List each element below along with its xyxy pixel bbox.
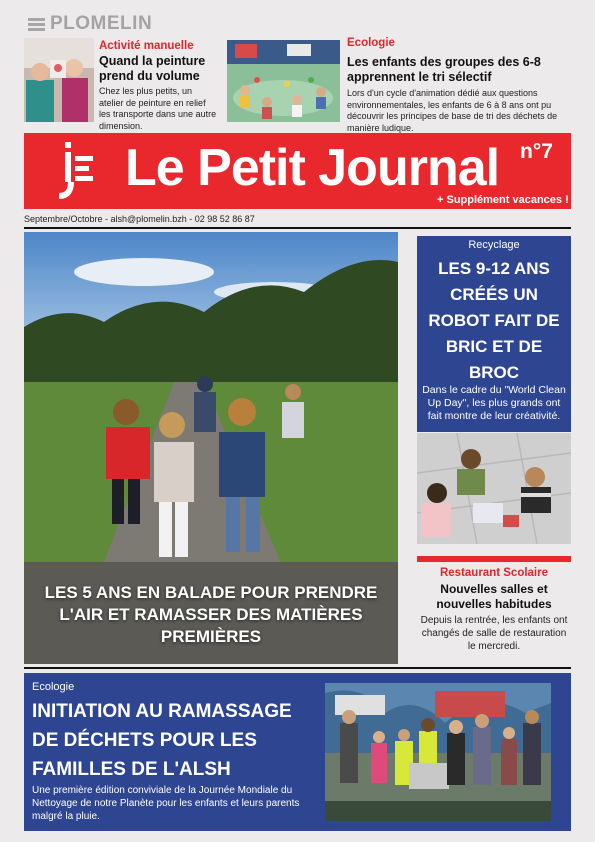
divider-rule	[24, 227, 571, 229]
top-left-title: Quand la peinture prend du volume	[99, 54, 206, 83]
recycling-title: LES 9-12 ANS CRÉÉS UN ROBOT FAIT DE BRIC ET DE BROC	[428, 259, 560, 382]
top-right-text: Lors d'un cycle d'animation dédié aux questions environnementales, les enfants de 6 à 8 ans ont pu découvrir les principes de base de tri des déchets de manière ludique.	[347, 88, 558, 133]
painting-photo	[24, 38, 94, 122]
main-story-caption: LES 5 ANS EN BALADE POUR PRENDRE L'AIR ET RAMASSER DES MATIÈRES PREMIÈRES	[44, 583, 378, 646]
restaurant-title: Nouvelles salles et nouvelles habitudes	[436, 582, 552, 611]
supplement-note: + Supplément vacances !	[437, 194, 569, 206]
masthead-title: Le Petit Journal	[125, 139, 500, 197]
cleanup-photo	[325, 683, 551, 821]
recycling-text: Dans le cadre du "World Clean Up Day", les plus grands ont fait montre de leur créativité.	[422, 384, 566, 422]
recycling-section: Recyclage	[468, 239, 520, 251]
divider-rule-bottom	[24, 667, 571, 669]
robot-photo	[417, 433, 571, 544]
restaurant-text: Depuis la rentrée, les enfants ont changés de salle de restauration le mercredi.	[420, 615, 568, 652]
brand-name: PLOMELIN	[50, 13, 153, 34]
restaurant-bar	[417, 556, 571, 562]
restaurant-section: Restaurant Scolaire	[439, 567, 548, 579]
journal-logo-icon	[55, 138, 99, 204]
top-right-section: Ecologie	[347, 37, 395, 49]
top-right-title: Les enfants des groupes des 6-8 apprennent le tri sélectif	[347, 55, 541, 84]
top-left-text: Chez les plus petits, un atelier de peinture en relief les transporte dans une autre dimension.	[99, 86, 217, 131]
bottom-title: INITIATION AU RAMASSAGE DE DÉCHETS POUR LES FAMILLES DE L'ALSH	[32, 701, 292, 780]
bottom-section: Ecologie	[32, 681, 75, 693]
dateline: Septembre/Octobre - alsh@plomelin.bzh - 02 98 52 86 87	[24, 214, 255, 224]
bottom-text: Une première édition conviviale de la Journée Mondiale du Nettoyage de notre Planète pour les enfants et leurs parents malgré la pluie.	[32, 785, 300, 822]
top-left-section: Activité manuelle	[99, 40, 194, 52]
menu-icon[interactable]	[28, 18, 45, 31]
issue-number: n°7	[520, 140, 553, 163]
sorting-photo	[227, 40, 340, 122]
